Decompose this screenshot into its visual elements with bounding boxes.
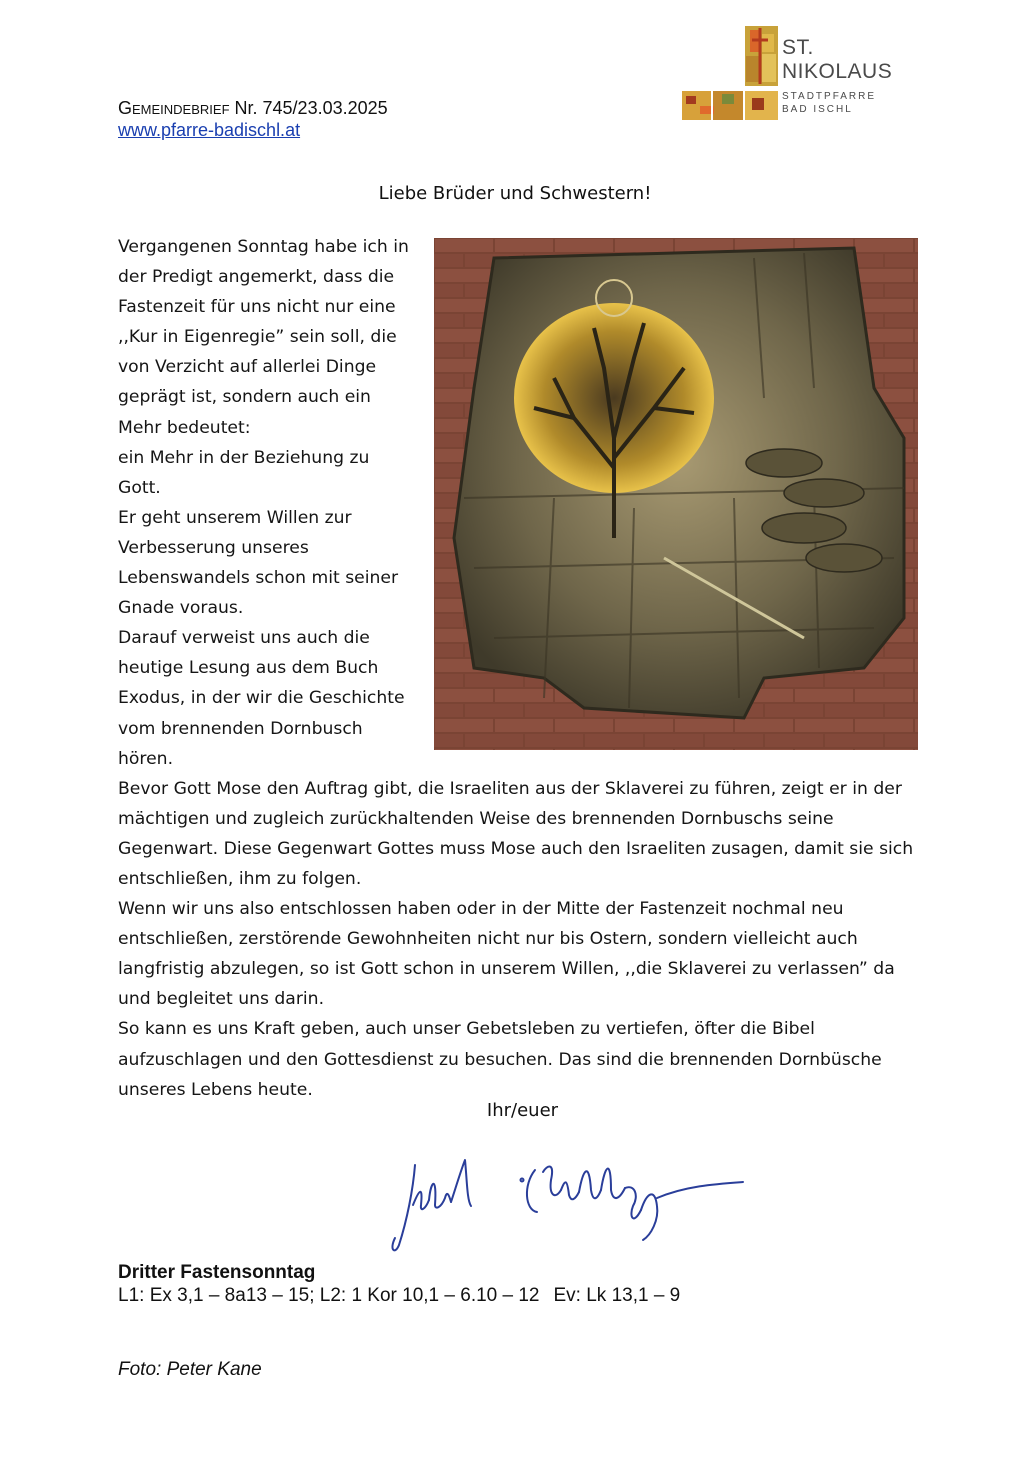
readings-lessons: L1: Ex 3,1 – 8a13 – 15; L2: 1 Kor 10,1 – 6.10 – 12 [118,1285,540,1306]
greeting: Liebe Brüder und Schwestern! [378,183,652,204]
website-link[interactable]: www.pfarre-badischl.at [118,120,301,140]
paragraph-7: So kann es uns Kraft geben, auch unser Gebetsleben zu vertiefen, öfter die Bibel aufzuschlagen und den Gottesdienst zu besuchen. Das sind die brennenden Dornbüsche unseres Lebens heute. [118,1019,882,1100]
paragraph-2: ein Mehr in der Beziehung zu Gott. [118,447,370,498]
burning-bush-relief-photo [434,238,918,750]
newsletter-title-label: Gemeindebrief [118,98,230,118]
letter-body [118,232,918,1105]
parish-logo [682,26,912,126]
parish-logo-mosaic-icon [682,26,782,126]
readings-gospel: Ev: Lk 13,1 – 9 [553,1285,681,1306]
paragraph-3: Er geht unserem Willen zur Verbesserung unseres Lebenswandels schon mit seiner Gnade voraus. [118,507,399,619]
parish-logo-text [782,36,892,116]
sunday-info [118,1262,694,1308]
handwritten-signature [385,1150,765,1260]
logo-sub-stadtpfarre: STADTPFARRE [782,91,877,102]
burning-bush-relief-image [434,238,918,750]
photo-credit: Foto: Peter Kane [118,1359,262,1380]
sunday-readings [118,1284,694,1308]
paragraph-5: Bevor Gott Mose den Auftrag gibt, die Israeliten aus der Sklaverei zu führen, zeigt er in der mächtigen und zugleich zurückhaltenden Weise des brennenden Dornbuschs seine Gegenwart. Diese Gegenwart Gottes muss Mose auch den Israeliten zusagen, damit sie sich entschließen, ihm zu folgen. [118,778,914,889]
newsletter-title [118,97,388,119]
paragraph-1: Vergangenen Sonntag habe ich in der Predigt angemerkt, dass die Fastenzeit für uns nicht nur eine ,,Kur in Eigenregie” sein soll, die von Verzicht auf allerlei Dinge geprägt ist, sondern auch ein Mehr bedeutet: [118,237,409,438]
newsletter-number-date: Nr. 745/23.03.2025 [229,98,388,118]
paragraph-6: Wenn wir uns also entschlossen haben oder in der Mitte der Fastenzeit nochmal neu entschließen, zerstörende Gewohnheiten nicht nur bis Ostern, sondern vielleicht auch langfristig abzulegen, so ist Gott schon in unserem Willen, ,,die Sklaverei zu verlassen” da und begleitet uns darin. [118,899,895,1010]
paragraph-4: Darauf verweist uns auch die heutige Lesung aus dem Buch Exodus, in der wir die Geschichte vom brennenden Dornbusch hören. [118,628,405,769]
logo-sub-bad-ischl: BAD ISCHL [782,104,853,115]
logo-line-st: ST. [782,36,814,59]
closing-salutation: Ihr/euer [486,1100,559,1121]
sunday-title: Dritter Fastensonntag [118,1262,316,1283]
logo-line-nikolaus: NIKOLAUS [782,60,893,83]
letter-header [118,97,388,141]
